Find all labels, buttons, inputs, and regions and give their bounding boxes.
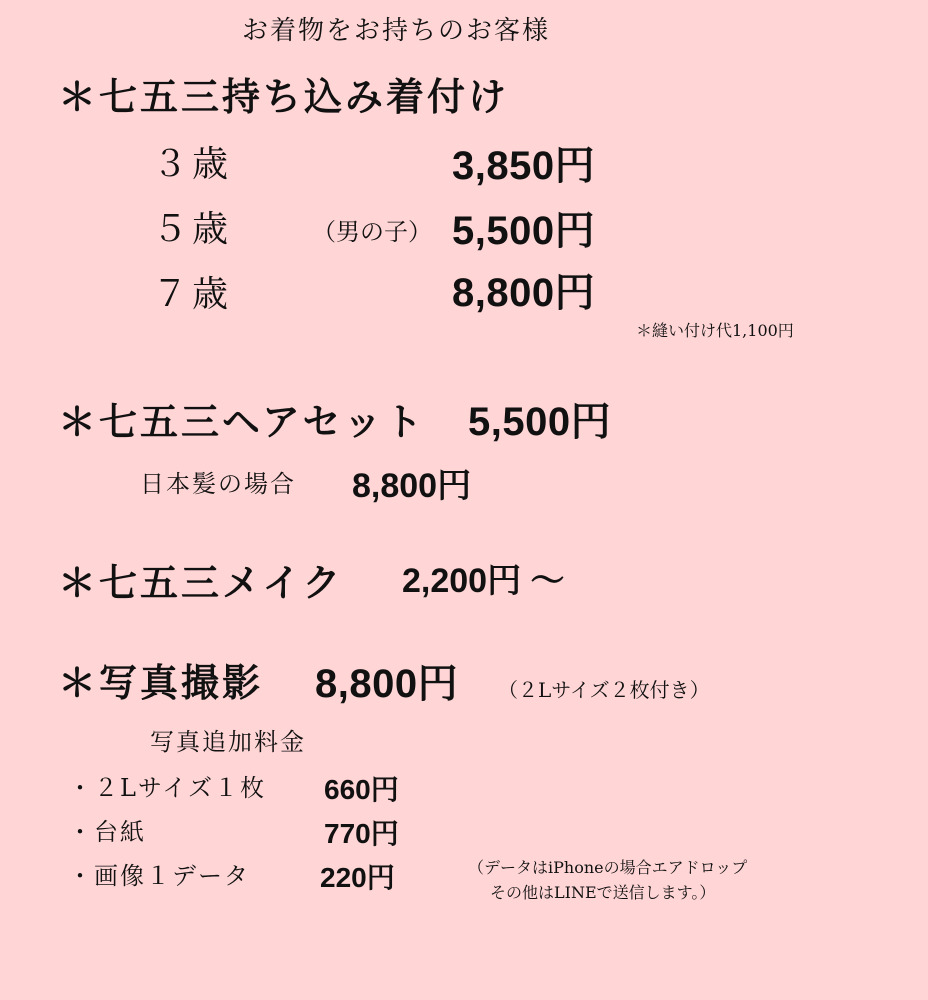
age-5-label: ５歳	[152, 209, 233, 250]
data-delivery-note-line1: （データはiPhoneの場合エアドロップ	[468, 858, 748, 877]
hair-sub-price: 8,800円	[352, 467, 472, 505]
photo-price: 8,800円	[315, 662, 459, 706]
extra-item-data-price: 220円	[320, 862, 395, 893]
makeup-title: ＊七五三メイク	[58, 560, 344, 605]
extra-item-data-label: ・画像１データ	[68, 862, 250, 890]
age-7-label: ７歳	[152, 274, 233, 315]
hair-price: 5,500円	[468, 400, 612, 444]
kitsuke-title: ＊七五三持ち込み着付け	[58, 74, 510, 119]
hair-sub-label: 日本髪の場合	[140, 470, 296, 498]
photo-note: （２Lサイズ２枚付き）	[498, 678, 710, 702]
extra-item-mount-label: ・台紙	[68, 818, 146, 846]
extra-item-2l-price: 660円	[324, 774, 399, 805]
age-3-label: ３歳	[152, 144, 233, 185]
age-7-price: 8,800円	[452, 271, 596, 315]
data-delivery-note-line2: その他はLINEで送信します。）	[490, 883, 716, 902]
age-3-price: 3,850円	[452, 144, 596, 188]
page-header: お着物をお持ちのお客様	[242, 16, 551, 46]
makeup-price: 2,200円 〜	[402, 562, 565, 600]
extra-item-mount-price: 770円	[324, 818, 399, 849]
hair-title: ＊七五三ヘアセット	[58, 399, 426, 444]
photo-title: ＊写真撮影	[58, 660, 264, 705]
photo-extra-title: 写真追加料金	[150, 728, 306, 756]
sewing-footnote: ＊縫い付け代1,100円	[636, 321, 794, 340]
age-5-price: 5,500円	[452, 209, 596, 253]
age-5-note: （男の子）	[312, 218, 432, 246]
extra-item-2l-label: ・２Lサイズ１枚	[68, 774, 267, 802]
